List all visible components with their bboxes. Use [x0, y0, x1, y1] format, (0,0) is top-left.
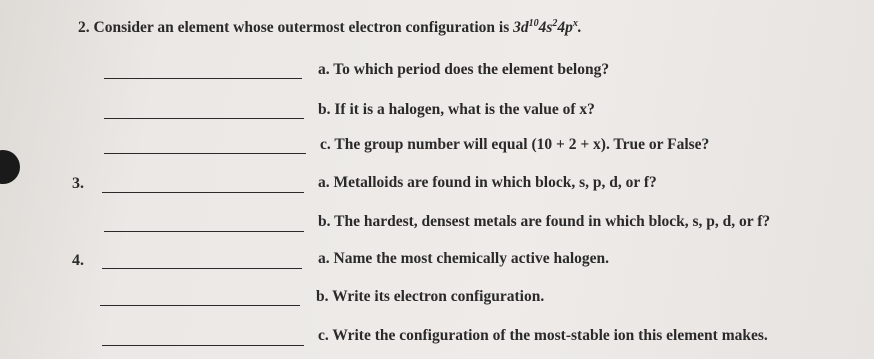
question-2b: b. If it is a halogen, what is the value of x? — [318, 101, 595, 118]
electron-configuration: $3d^{10}4s^24p^x$. — [513, 18, 582, 37]
question-4b: b. Write its electron configuration. — [316, 288, 545, 305]
answer-blank-3a[interactable] — [102, 192, 304, 193]
answer-blank-4b[interactable] — [100, 305, 300, 306]
question-2c: c. The group number will equal (10 + 2 + x). True or False? — [320, 136, 710, 153]
answer-blank-2a[interactable] — [104, 78, 302, 79]
question-3-number: 3. — [72, 175, 84, 192]
answer-blank-4c[interactable] — [102, 345, 304, 346]
question-2-stem — [78, 18, 582, 37]
question-4a: a. Name the most chemically active halogen. — [318, 250, 609, 267]
question-4-number: 4. — [72, 252, 84, 269]
question-2-text: Consider an element whose outermost electron configuration is — [93, 19, 510, 37]
question-3a: a. Metalloids are found in which block, s, p, d, or f? — [318, 174, 657, 191]
answer-blank-4a[interactable] — [102, 268, 302, 269]
answer-blank-2c[interactable] — [104, 153, 306, 154]
binder-hole — [0, 150, 20, 184]
question-2-number: 2. — [78, 19, 90, 37]
answer-blank-2b[interactable] — [104, 118, 304, 119]
question-4c: c. Write the configuration of the most-stable ion this element makes. — [318, 327, 768, 344]
question-3b: b. The hardest, densest metals are found in which block, s, p, d, or f? — [318, 213, 771, 230]
answer-blank-3b[interactable] — [104, 231, 304, 232]
question-2a: a. To which period does the element belong? — [318, 61, 610, 78]
